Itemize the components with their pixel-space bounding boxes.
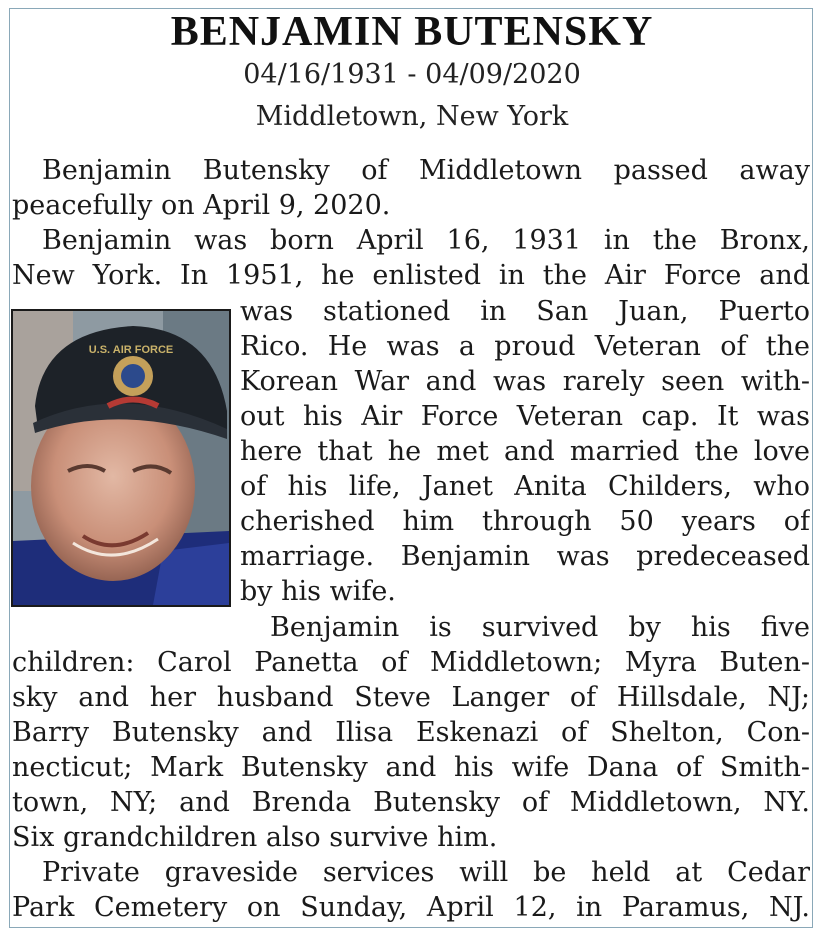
obituary-location: Middletown, New York xyxy=(255,101,569,132)
body-line: Korean War and was rarely seen with- xyxy=(240,366,810,397)
body-line: children: Carol Panetta of Middletown; Myra Buten- xyxy=(12,647,810,678)
body-line: Six grandchildren also survive him. xyxy=(12,822,498,853)
body-line: Barry Butensky and Ilisa Eskenazi of Shelton, Con- xyxy=(12,717,810,748)
body-line: Benjamin Butensky of Middletown passed away xyxy=(42,155,810,186)
body-line: of his life, Janet Anita Childers, who xyxy=(240,471,810,502)
obituary-dates: 04/16/1931 - 04/09/2020 xyxy=(243,59,581,90)
body-line: Private graveside services will be held at Cedar xyxy=(42,857,810,888)
body-line: town, NY; and Brenda Butensky of Middletown, NY. xyxy=(12,787,810,818)
body-line: was stationed in San Juan, Puerto xyxy=(240,296,810,327)
body-line: here that he met and married the love xyxy=(240,436,810,467)
body-line: cherished him through 50 years of xyxy=(240,506,810,537)
body-line: Park Cemetery on Sunday, April 12, in Paramus, NJ. xyxy=(12,892,810,923)
portrait-photo xyxy=(11,309,231,607)
body-line: peacefully on April 9, 2020. xyxy=(12,190,391,221)
cap-text: U.S. AIR FORCE xyxy=(88,344,174,356)
body-line: necticut; Mark Butensky and his wife Dana of Smith- xyxy=(12,752,810,783)
body-line: Rico. He was a proud Veteran of the xyxy=(240,331,810,362)
body-line: marriage. Benjamin was predeceased xyxy=(240,541,810,572)
body-line: Benjamin was born April 16, 1931 in the Bronx, xyxy=(42,225,810,256)
body-line: out his Air Force Veteran cap. It was xyxy=(240,401,810,432)
body-line: New York. In 1951, he enlisted in the Air Force and xyxy=(12,260,810,291)
obituary-name: BENJAMIN BUTENSKY xyxy=(170,9,654,55)
body-line: by his wife. xyxy=(240,576,396,607)
body-line: Benjamin is survived by his five xyxy=(270,612,810,643)
body-line: sky and her husband Steve Langer of Hillsdale, NJ; xyxy=(12,682,810,713)
